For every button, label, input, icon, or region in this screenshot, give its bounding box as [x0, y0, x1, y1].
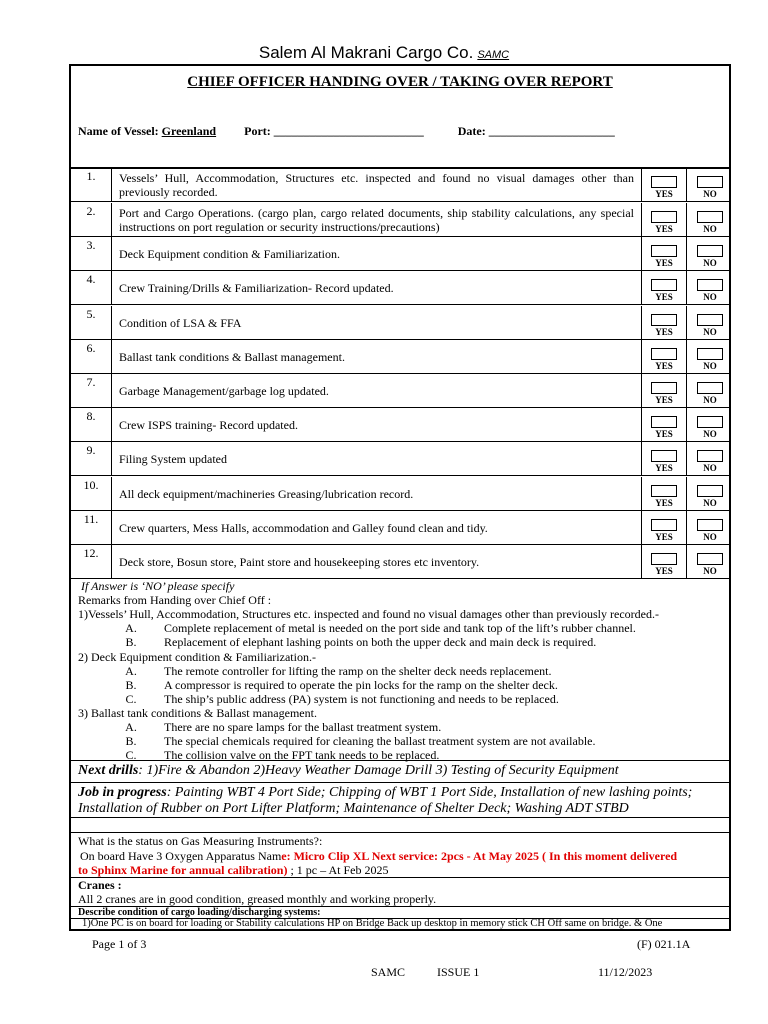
remark-3-title: 3) Ballast tank conditions & Ballast management. [78, 706, 317, 720]
no-label: NO [703, 327, 717, 337]
no-checkbox[interactable] [697, 485, 723, 497]
vessel-info-line [78, 124, 615, 139]
vessel-value[interactable]: Greenland [161, 124, 217, 138]
item-number: 4. [86, 272, 96, 286]
divider [111, 306, 112, 339]
item-text: Crew ISPS training- Record updated. [119, 417, 298, 432]
divider [686, 168, 687, 201]
divider [686, 408, 687, 441]
divider [686, 477, 687, 510]
company-abbr: SAMC [477, 49, 510, 61]
company-name: Salem Al Makrani Cargo Co. [258, 43, 474, 62]
no-checkbox[interactable] [697, 245, 723, 257]
yes-checkbox[interactable] [651, 348, 677, 360]
remark-2-title: 2) Deck Equipment condition & Familiarization.- [78, 650, 316, 664]
item-number: 1. [86, 169, 96, 183]
yes-checkbox[interactable] [651, 245, 677, 257]
yes-label: YES [655, 224, 673, 234]
no-label: NO [703, 361, 717, 371]
item-number: 3. [86, 238, 96, 252]
cranes-text: All 2 cranes are in good condition, greased monthly and working properly. [78, 892, 437, 906]
yes-checkbox[interactable] [651, 416, 677, 428]
divider [641, 271, 642, 304]
no-label: NO [703, 224, 717, 234]
item-text: Crew quarters, Mess Halls, accommodation and Galley found clean and tidy. [119, 520, 488, 535]
checklist-row [71, 168, 729, 202]
yes-label: YES [655, 327, 673, 337]
item-number: 10. [83, 478, 99, 492]
divider [71, 877, 729, 878]
no-label: NO [703, 189, 717, 199]
divider [686, 237, 687, 270]
divider [686, 374, 687, 407]
divider [641, 340, 642, 373]
yes-label: YES [655, 566, 673, 576]
gas-question: What is the status on Gas Measuring Instruments?: [78, 834, 323, 848]
divider [641, 442, 642, 475]
yes-label: YES [655, 189, 673, 199]
no-checkbox[interactable] [697, 314, 723, 326]
no-label: NO [703, 532, 717, 542]
item-text: Ballast tank conditions & Ballast management. [119, 349, 345, 364]
item-text: Deck Equipment condition & Familiarization. [119, 246, 340, 261]
item-number: 7. [86, 375, 96, 389]
no-label: NO [703, 463, 717, 473]
divider [111, 237, 112, 270]
checklist-row [71, 408, 729, 442]
footer-org: SAMC [371, 965, 406, 979]
divider [641, 306, 642, 339]
job-in-progress-cont: Installation of Rubber on Port Lifter Platform; Maintenance of Shelter Deck; Washing ADT STBD [78, 801, 629, 816]
divider [71, 817, 729, 818]
item-number: 8. [86, 409, 96, 423]
divider [71, 832, 729, 833]
no-checkbox[interactable] [697, 176, 723, 188]
item-number: 5. [86, 307, 96, 321]
checklist-row [71, 203, 729, 237]
yes-checkbox[interactable] [651, 553, 677, 565]
report-title: CHIEF OFFICER HANDING OVER / TAKING OVER REPORT [187, 74, 613, 90]
gas-line-2: to Sphinx Marine for annual calibration) ; 1 pc – At Feb 2025 [78, 863, 389, 877]
divider [686, 271, 687, 304]
yes-checkbox[interactable] [651, 314, 677, 326]
footer-issue: ISSUE 1 [437, 965, 480, 979]
no-checkbox[interactable] [697, 348, 723, 360]
yes-checkbox[interactable] [651, 176, 677, 188]
item-number: 12. [83, 546, 99, 560]
divider [111, 203, 112, 236]
port-label: Port: [244, 124, 271, 138]
yes-checkbox[interactable] [651, 211, 677, 223]
divider [686, 511, 687, 544]
form-number: (F) 021.1A [637, 937, 691, 951]
checklist-row [71, 237, 729, 271]
divider [111, 545, 112, 578]
divider [641, 237, 642, 270]
cranes-label: Cranes : [78, 878, 122, 892]
divider [111, 477, 112, 510]
item-number: 2. [86, 204, 96, 218]
port-field[interactable]: _________________________ [273, 124, 424, 138]
no-label: NO [703, 498, 717, 508]
checklist-row [71, 477, 729, 511]
item-number: 6. [86, 341, 96, 355]
divider [641, 408, 642, 441]
no-checkbox[interactable] [697, 416, 723, 428]
item-number: 9. [86, 443, 96, 457]
divider [111, 271, 112, 304]
no-checkbox[interactable] [697, 519, 723, 531]
no-checkbox[interactable] [697, 382, 723, 394]
divider [686, 545, 687, 578]
yes-label: YES [655, 292, 673, 302]
if-no-note: If Answer is ‘NO’ please specify [81, 579, 235, 593]
divider [111, 408, 112, 441]
item-text: Condition of LSA & FFA [119, 315, 242, 330]
divider [111, 340, 112, 373]
item-text: All deck equipment/machineries Greasing/lubrication record. [119, 486, 414, 501]
no-label: NO [703, 429, 717, 439]
yes-label: YES [655, 361, 673, 371]
no-checkbox[interactable] [697, 211, 723, 223]
next-drills: Next drills: 1)Fire & Abandon 2)Heavy Weather Damage Drill 3) Testing of Security Equipment [78, 763, 619, 778]
divider [111, 374, 112, 407]
checklist-row [71, 306, 729, 340]
date-field[interactable]: _____________________ [488, 124, 615, 138]
divider [71, 782, 729, 783]
divider [686, 306, 687, 339]
divider [641, 374, 642, 407]
divider [641, 545, 642, 578]
item-text: Crew Training/Drills & Familiarization- Record updated. [119, 280, 394, 295]
remarks-from: Remarks from Handing over Chief Off : [78, 593, 272, 607]
no-checkbox[interactable] [697, 553, 723, 565]
yes-checkbox[interactable] [651, 450, 677, 462]
checklist-row [71, 511, 729, 545]
cargo-text: 1)One PC is on board for loading or Stability calculations HP on Bridge Back up desktop in memory stick CH Off same on bridge. & One [82, 918, 663, 929]
no-label: NO [703, 258, 717, 268]
gas-line-1: On board Have 3 Oxygen Apparatus Name: Micro Clip XL Next service: 2pcs - At May 2025 ( In this moment delivered [80, 849, 678, 863]
divider [111, 511, 112, 544]
item-number: 11. [83, 512, 99, 526]
no-label: NO [703, 292, 717, 302]
yes-label: YES [655, 395, 673, 405]
date-label: Date: [457, 124, 486, 138]
vessel-label: Name of Vessel: [78, 124, 159, 138]
item-text: Filing System updated [119, 451, 227, 466]
divider [641, 168, 642, 201]
item-text: Garbage Management/garbage log updated. [119, 383, 329, 398]
yes-checkbox[interactable] [651, 382, 677, 394]
divider [686, 203, 687, 236]
yes-label: YES [655, 258, 673, 268]
checklist-row [71, 545, 729, 579]
yes-label: YES [655, 532, 673, 542]
yes-checkbox[interactable] [651, 279, 677, 291]
report-frame: CHIEF OFFICER HANDING OVER / TAKING OVER REPORT Name of Vessel: Greenland Port: _________________________ Date: _____________________ 1. Vessels’ Hull, Accommodation, Structures etc. inspected and found no visual damages other than previously recorded. YES NO 2. Port and Cargo Operations. (cargo plan, cargo related documents, ship stability calculations, any special instructions on port regulation or security instructions/precautions) YES NO 3. Deck Equipment condition & Familiarization. YES NO 4. Crew Training/Drills & Familiarization- Record updated. YES NO 5. Condition of LSA & FFA YES NO 6. Ballast tank conditions & Ballast management. YES NO 7. Garbage Management/garbage log updated. YES NO 8. Crew ISPS training- Record updated. YES NO 9. Filing System updated YES NO 10. All deck equipment/machineries Greasing/lubrication record. YES NO 11. Crew quarters, Mess Halls, accommodation and Galley found clean and tidy. YES NO 12. Deck store, Bosun store, Paint store and housekeeping stores etc inventory. YES NO If Answer is ‘NO’ please specify Remarks from Handing over Chief Off : 1)Vessels’ Hull, Accommodation, Structures etc. inspected and found no visual damages other than previously recorded.- A. Complete replacement of metal is needed on the port side and tank top of the lift’s rubber channel. B. Replacement of elephant lashing points on both the upper deck and main deck is required. 2) Deck Equipment condition & Familiarization.- A. The remote controller for lifting the ramp on the shelter deck needs replacement. B. A compressor is required to operate the pin locks for the ramp on the shelter deck. C. The ship’s public address (PA) system is not functioning and needs to be replaced. 3) Ballast tank conditions & Ballast management. A. There are no spare lamps for the ballast treatment system. B. The special chemicals required for cleaning the ballast treatment system are not available. C. The collision valve on the FPT tank needs to be replaced. Next drills: 1)Fire & Abandon 2)Heavy Weather Damage Drill 3) Testing of Security Equipment Job in progress: Painting WBT 4 Port Side; Chipping of WBT 1 Port Side, Installation of new lashing points; Installation of Rubber on Port Lifter Platform; Maintenance of Shelter Deck; Washing ADT STBD What is the status on Gas Measuring Instruments?: On board Have 3 Oxygen Apparatus Name: Micro Clip XL Next service: 2pcs - At May 2025 ( In this moment delivered to Sphinx Marine for annual calibration) ; 1 pc – At Feb 2025 Cranes : All 2 cranes are in good condition, greased monthly and working properly. Describe condition of cargo loading/discharging systems: 1)One PC is on board for loading or Stability calculations HP on Bridge Back up desktop in memory stick CH Off same on bridge. & One [69, 64, 731, 931]
divider [111, 442, 112, 475]
divider [641, 511, 642, 544]
no-checkbox[interactable] [697, 450, 723, 462]
item-text: Vessels’ Hull, Accommodation, Structures etc. inspected and found no visual damages other than previously recorded. [119, 170, 634, 199]
item-text: Deck store, Bosun store, Paint store and housekeeping stores etc inventory. [119, 554, 480, 569]
company-header [0, 43, 768, 63]
item-text: Port and Cargo Operations. (cargo plan, cargo related documents, ship stability calculations, any special instructions on port regulation or security instructions/precautions) [119, 205, 634, 234]
yes-checkbox[interactable] [651, 519, 677, 531]
divider [686, 442, 687, 475]
no-label: NO [703, 395, 717, 405]
remark-1-title: 1)Vessels’ Hull, Accommodation, Structures etc. inspected and found no visual damages other than previously recorded.- [78, 607, 659, 621]
no-label: NO [703, 566, 717, 576]
yes-checkbox[interactable] [651, 485, 677, 497]
cargo-label: Describe condition of cargo loading/discharging systems: [78, 907, 321, 918]
yes-label: YES [655, 429, 673, 439]
yes-label: YES [655, 463, 673, 473]
checklist-row [71, 271, 729, 305]
checklist-row [71, 340, 729, 374]
checklist-row [71, 374, 729, 408]
divider [71, 760, 729, 761]
divider [641, 477, 642, 510]
divider [641, 203, 642, 236]
divider [686, 340, 687, 373]
page-number: Page 1 of 3 [92, 937, 147, 951]
divider [111, 168, 112, 201]
footer-date: 11/12/2023 [598, 965, 653, 979]
yes-label: YES [655, 498, 673, 508]
checklist-row [71, 442, 729, 476]
no-checkbox[interactable] [697, 279, 723, 291]
job-in-progress: Job in progress: Painting WBT 4 Port Side; Chipping of WBT 1 Port Side, Installation of new lashing points; [78, 785, 693, 800]
